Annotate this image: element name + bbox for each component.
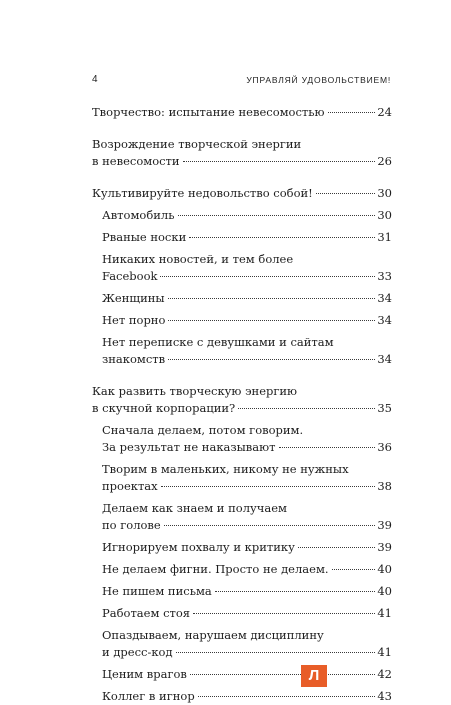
dot-leader — [168, 319, 375, 321]
toc-entry[interactable] — [92, 500, 392, 534]
toc-entry-title-line: Игнорируем похвалу и критику — [102, 540, 295, 554]
publisher-logo: Л — [301, 665, 327, 687]
toc-page-number: 42 — [377, 667, 392, 681]
dot-leader — [168, 297, 376, 299]
toc-entry-title-line: и дресс-код — [102, 645, 173, 659]
dot-leader — [160, 275, 375, 277]
toc-entry-title-line: знакомств — [102, 352, 166, 366]
toc-entry-title-line: проектах — [102, 479, 158, 493]
toc-entry-title-line: Женщины — [102, 291, 165, 305]
toc-entry[interactable] — [92, 104, 392, 121]
toc-entry[interactable] — [92, 461, 392, 495]
dot-leader — [198, 695, 376, 697]
toc-entry-title-line: Работаем стоя — [102, 606, 191, 620]
toc-entry-last-line — [102, 268, 392, 285]
toc-page-number: 41 — [377, 606, 392, 620]
toc-entry-title-line: Опаздываем, нарушаем дисциплину — [102, 628, 324, 642]
toc-entry-title-line: Не пишем письма — [102, 584, 212, 598]
dot-leader — [298, 546, 376, 548]
toc-entry-title-line: Автомобиль — [102, 208, 175, 222]
toc-page-number: 34 — [377, 313, 392, 327]
toc-entry[interactable] — [92, 136, 392, 170]
toc-entry-last-line — [102, 517, 392, 534]
toc-entry-title-line: Нет порно — [102, 313, 166, 327]
toc-page-number: 24 — [377, 105, 392, 119]
dot-leader — [193, 612, 375, 614]
toc-entry-title-line: в скучной корпорации? — [92, 401, 236, 415]
toc-entry-last-line — [102, 539, 392, 556]
toc-entry-title-line: Никаких новостей, и тем более — [102, 252, 294, 266]
toc-entry[interactable] — [92, 666, 392, 683]
toc-entry-title-line: Культивируйте недовольство собой! — [92, 186, 313, 200]
toc-entry-last-line — [102, 207, 392, 224]
dot-leader — [238, 407, 375, 409]
toc-entry-title-line: Facebook — [102, 269, 158, 283]
dot-leader — [176, 651, 376, 653]
toc-entry-last-line — [102, 583, 392, 600]
toc-entry-last-line — [102, 290, 392, 307]
dot-leader — [189, 236, 375, 238]
toc-entry-title-line: Возрождение творческой энергии — [92, 137, 302, 151]
toc-entry[interactable] — [92, 383, 392, 417]
toc-entry-last-line — [102, 561, 392, 578]
toc-entry-last-line — [102, 439, 392, 456]
toc-page-number: 40 — [377, 584, 392, 598]
toc-entry-last-line — [102, 666, 392, 683]
toc-entry[interactable] — [92, 605, 392, 622]
toc-entry-last-line — [102, 229, 392, 246]
toc-entry-title-line: За результат не наказывают — [102, 440, 276, 454]
toc-entry[interactable] — [92, 627, 392, 661]
toc-entry[interactable] — [92, 422, 392, 456]
page-number: 4 — [92, 74, 98, 85]
dot-leader — [316, 192, 376, 194]
toc-entry-title-line: Делаем как знаем и получаем — [102, 501, 287, 515]
toc-entry[interactable] — [92, 539, 392, 556]
dot-leader — [161, 485, 376, 487]
dot-leader — [183, 160, 376, 162]
toc-page-number: 41 — [377, 645, 392, 659]
toc-entry-last-line — [92, 104, 392, 121]
toc-entry[interactable] — [92, 561, 392, 578]
toc-page-number: 30 — [377, 186, 392, 200]
running-title: УПРАВЛЯЙ УДОВОЛЬСТВИЕМ! — [246, 75, 391, 85]
dot-leader — [215, 590, 376, 592]
dot-leader — [164, 524, 376, 526]
dot-leader — [332, 568, 376, 570]
toc-page-number: 40 — [377, 562, 392, 576]
toc-page-number: 36 — [377, 440, 392, 454]
toc-entry[interactable] — [92, 334, 392, 368]
toc-entry-last-line — [102, 312, 392, 329]
toc-page-number: 35 — [377, 401, 392, 415]
toc-entry-last-line — [102, 351, 392, 368]
toc-entry-title-line: в невесомости — [92, 154, 180, 168]
toc-page-number: 33 — [377, 269, 392, 283]
toc-entry-last-line — [102, 644, 392, 661]
toc-page-number: 43 — [377, 689, 392, 703]
toc-entry-last-line — [102, 688, 392, 705]
toc-entry-title-line: Не делаем фигни. Просто не делаем. — [102, 562, 329, 576]
toc-entry-title-line: по голове — [102, 518, 161, 532]
toc-entry-last-line — [102, 605, 392, 622]
toc-entry-title-line: Нет переписке с девушками и сайтам — [102, 335, 334, 349]
toc-page-number: 38 — [377, 479, 392, 493]
toc-entry[interactable] — [92, 251, 392, 285]
toc-entry-last-line — [92, 185, 392, 202]
toc-page-number: 31 — [377, 230, 392, 244]
dot-leader — [190, 673, 375, 675]
toc-entry-last-line — [102, 478, 392, 495]
toc-page-number: 34 — [377, 352, 392, 366]
toc-page-number: 30 — [377, 208, 392, 222]
toc-entry-title-line: Творчество: испытание невесомостью — [92, 105, 325, 119]
dot-leader — [178, 214, 376, 216]
toc-page-number: 34 — [377, 291, 392, 305]
toc-entry-title-line: Коллег в игнор — [102, 689, 195, 703]
toc-entry-title-line: Сначала делаем, потом говорим. — [102, 423, 304, 437]
toc-page-number: 39 — [377, 540, 392, 554]
toc-entry[interactable] — [92, 583, 392, 600]
toc-page-number: 39 — [377, 518, 392, 532]
dot-leader — [279, 446, 376, 448]
toc-entry[interactable] — [92, 229, 392, 246]
toc-entry[interactable] — [92, 185, 392, 202]
dot-leader — [328, 111, 376, 113]
toc-page-number: 26 — [377, 154, 392, 168]
toc-entry-title-line: Творим в маленьких, никому не нужных — [102, 462, 349, 476]
toc-entry-title-line: Как развить творческую энергию — [92, 384, 298, 398]
toc-entry-title-line: Ценим врагов — [102, 667, 187, 681]
toc-entry-title-line: Рваные носки — [102, 230, 187, 244]
toc-entry[interactable] — [92, 207, 392, 224]
toc-entry[interactable] — [92, 290, 392, 307]
table-of-contents — [92, 104, 392, 705]
toc-entry[interactable] — [92, 688, 392, 705]
dot-leader — [168, 358, 375, 360]
toc-entry[interactable] — [92, 312, 392, 329]
toc-entry-last-line — [92, 400, 392, 417]
toc-entry-last-line — [92, 153, 392, 170]
